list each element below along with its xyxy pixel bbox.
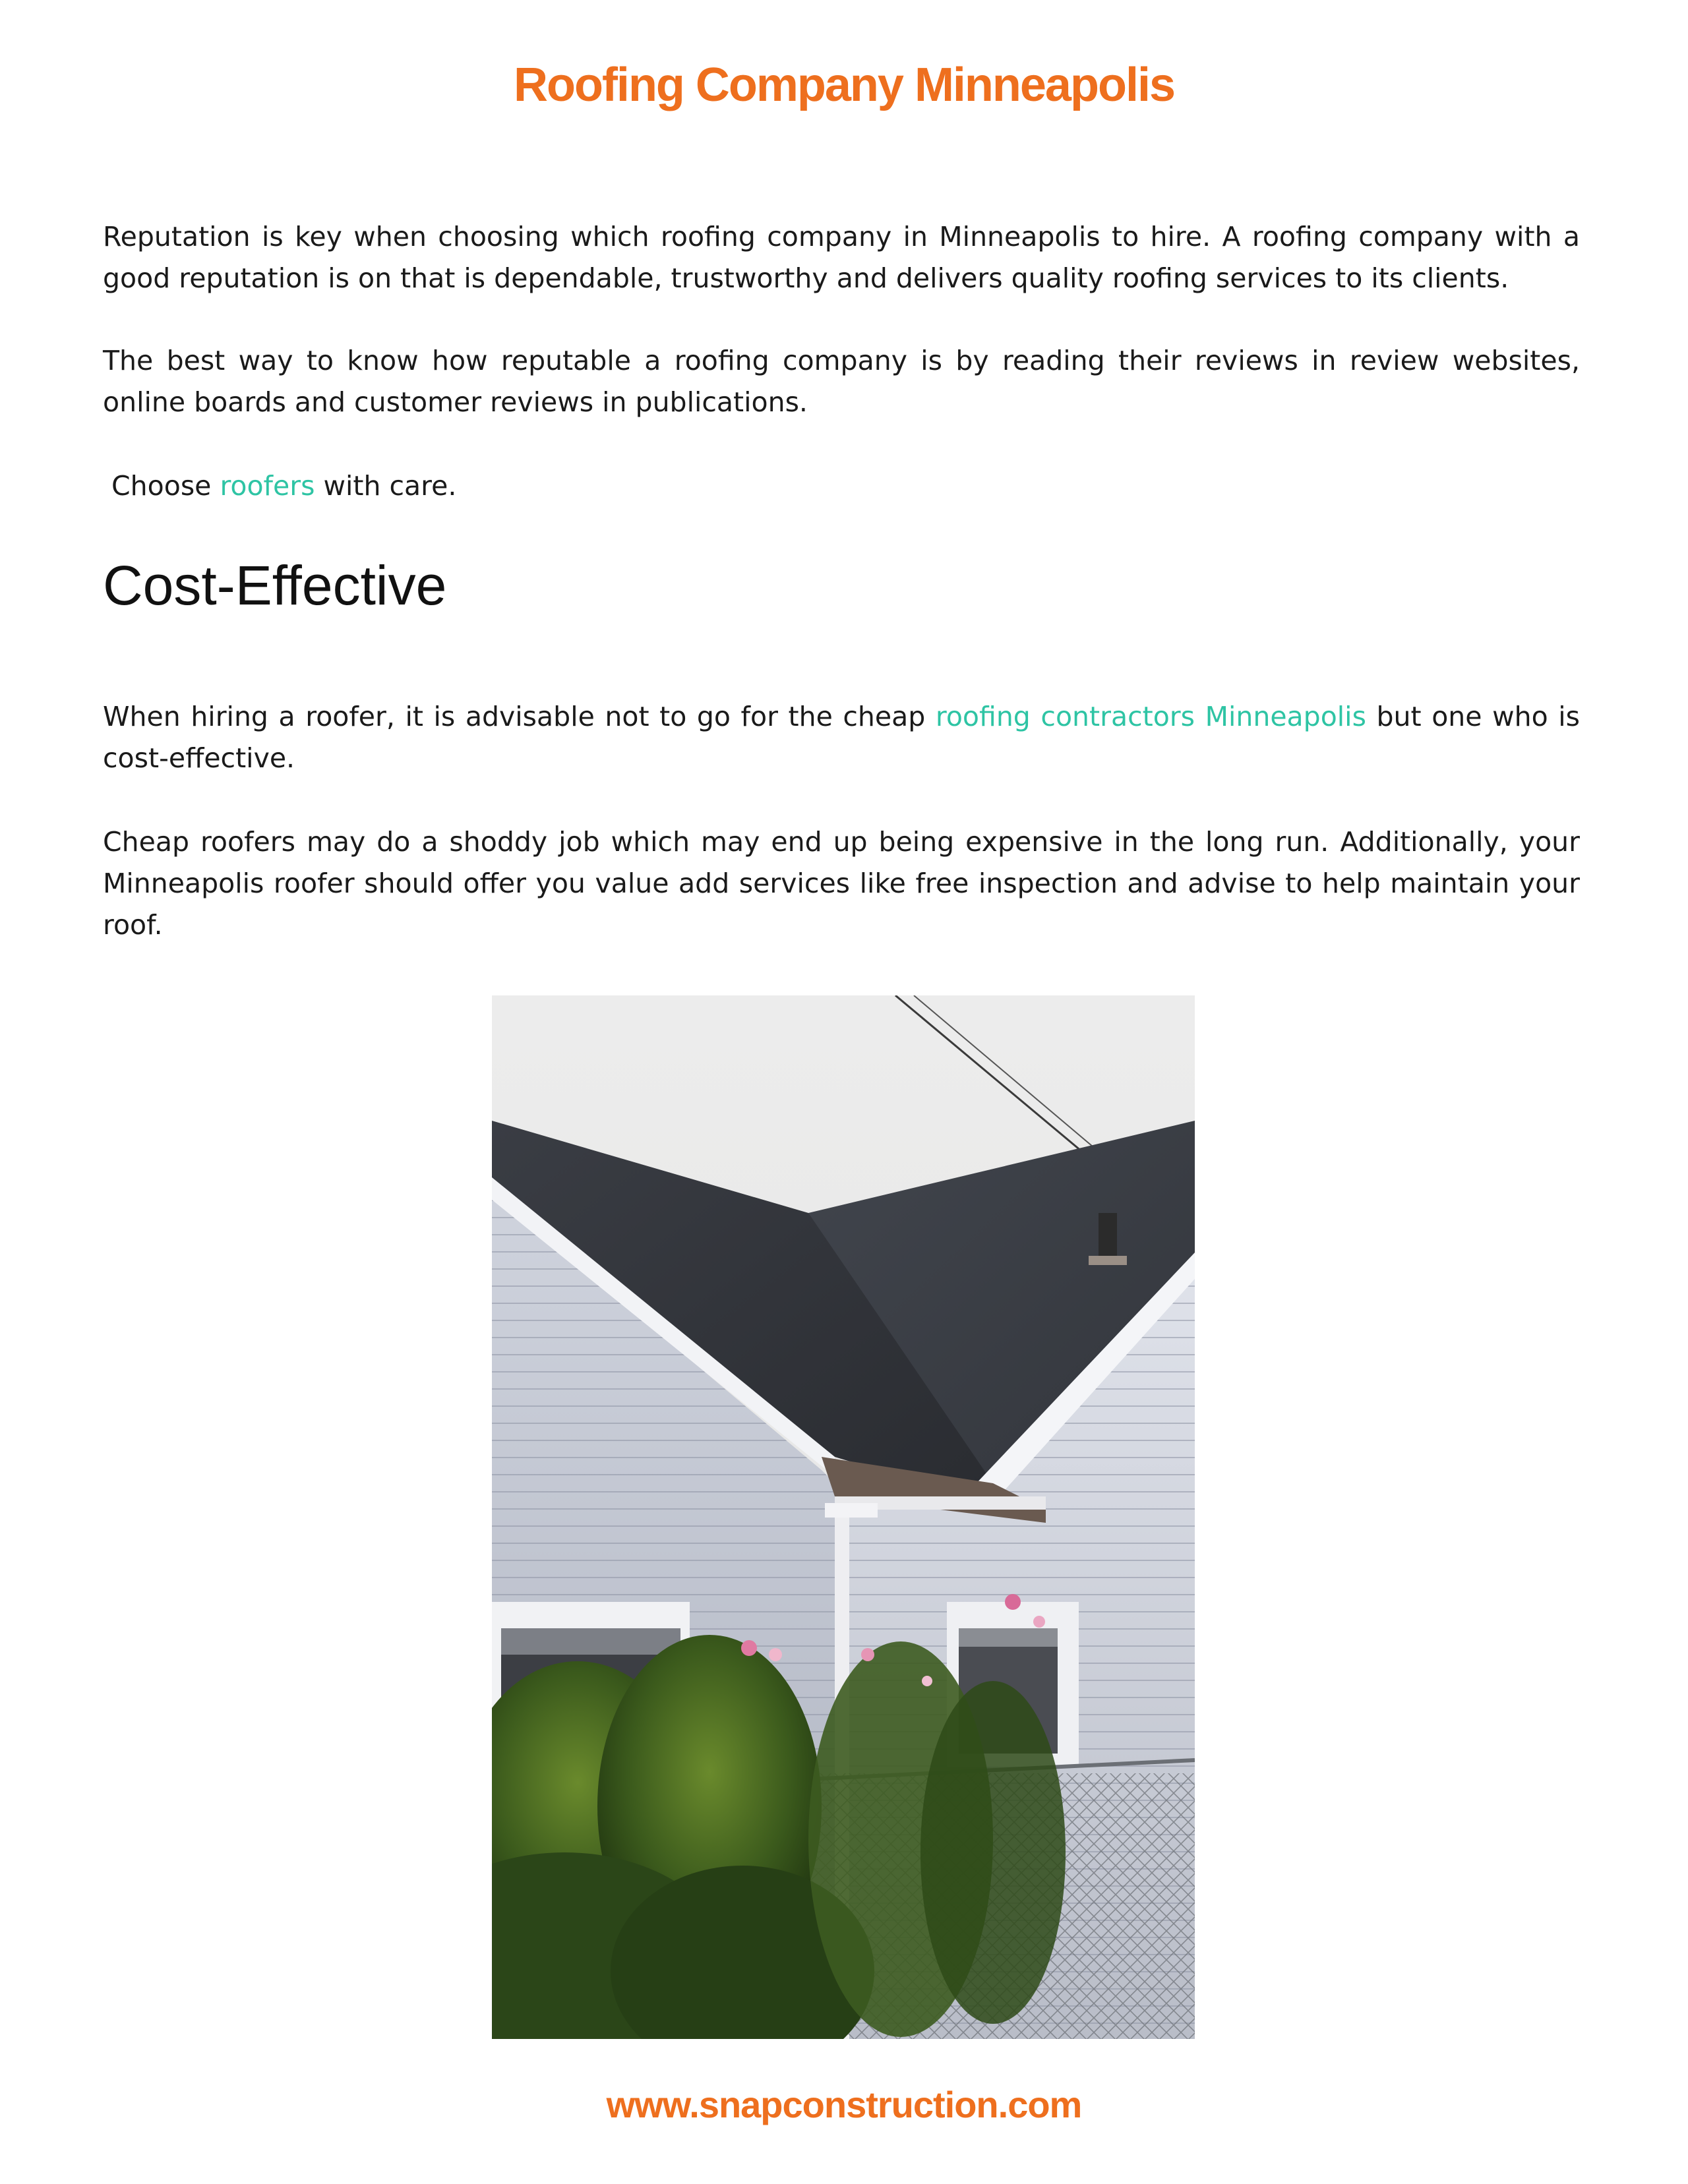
intro-paragraph-2 [103,340,1580,423]
intro-paragraph-1 [103,216,1580,299]
cost-text-1-after: but one who is cost-effective. [103,701,1581,774]
cost-paragraph-1 [103,696,1580,779]
intro-text-2: The best way to know how reputable a roofing company is by reading their reviews in review websites, online boards and customer reviews in publications. [103,345,1580,418]
cost-section-heading-wrap [103,554,1580,618]
intro-paragraph-3 [103,465,1580,507]
house-roof-photo [492,995,1195,2039]
intro-text-3 [103,465,1580,507]
section-heading-cost-effective: Cost-Effective [103,554,447,616]
intro-text-3-after: with care. [315,470,457,502]
intro-text-1: Reputation is key when choosing which roofing company in Minneapolis to hire. A roofing company with a good reputation is on that is dependable, trustworthy and delivers quality roofing services to its clients. [103,221,1580,294]
cost-text-1 [103,696,1580,779]
roofers-link[interactable]: roofers [220,470,315,502]
cost-text-2: Cheap roofers may do a shoddy job which may end up being expensive in the long run. Additionally, your Minneapolis roofer should offer you value add services like free inspection and advise to help maintain your roof. [103,826,1580,941]
footer-url[interactable]: www.snapconstruction.com [606,2084,1082,2125]
intro-text-3-before: Choose [103,470,220,502]
roofing-contractors-link[interactable]: roofing contractors Minneapolis [935,701,1366,732]
page-title: Roofing Company Minneapolis [514,59,1174,111]
cost-paragraph-2 [103,821,1580,946]
cost-text-1-before: When hiring a roofer, it is advisable not to go for the cheap [103,701,936,732]
